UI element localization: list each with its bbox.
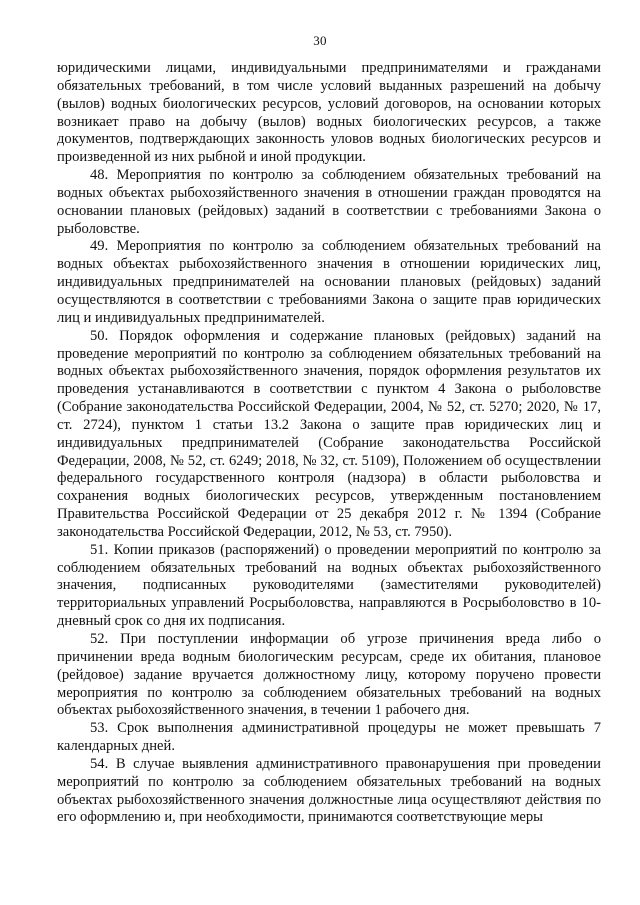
paragraph-51: 51. Копии приказов (распоряжений) о проведении мероприятий по контролю за соблюдением обязательных требований на водных объектах рыбохозяйственного значения, подписанных руководителями (заместителями руководителей) территориальных управлений Росрыболовства, направляются в Росрыболовство в 10-дневный срок со дня их подписания. [57, 541, 601, 630]
paragraph-48: 48. Мероприятия по контролю за соблюдением обязательных требований на водных объектах рыбохозяйственного значения в отношении граждан проводятся на основании плановых (рейдовых) заданий в соответствии с требованиями Закона о рыболовстве. [57, 167, 601, 237]
paragraph-continuation: юридическими лицами, индивидуальными предпринимателями и гражданами обязательных требований, в том числе условий выданных разрешений на добычу (вылов) водных биологических ресурсов, условий договоров, на основании которых возникает право на добычу (вылов) водных биологических ресурсов, а также документов, подтверждающих законность уловов водных биологических ресурсов и произведенной из них рыбной и иной продукции. [57, 60, 601, 166]
paragraph-54: 54. В случае выявления административного правонарушения при проведении мероприятий по контролю за соблюдением обязательных требований на водных объектах рыбохозяйственного значения должностные лица осуществляют действия по его оформлению и, при необходимости, принимаются соответствующие меры [57, 755, 601, 826]
paragraph-50: 50. Порядок оформления и содержание плановых (рейдовых) заданий на проведение мероприятий по контролю за соблюдением обязательных требований на водных объектах рыбохозяйственного значения, порядок оформления результатов их проведения устанавливаются в соответствии с пунктом 4 Закона о рыболовстве (Собрание законодательства Российской Федерации, 2004, № 52, ст. 5270; 2020, № 17, ст. 2724), пунктом 1 статьи 13.2 Закона о защите прав юридических лиц и индивидуальных предпринимателей (Собрание законодательства Российской Федерации, 2008, № 52, ст. 6249; 2018, № 32, ст. 5109), Положением об осуществлении федерального государственного контроля (надзора) в области рыболовства и сохранения водных биологических ресурсов, утвержденным постановлением Правительства Российской Федерации от 25 декабря 2012 г. № 1394 (Собрание законодательства Российской Федерации, 2012, № 53, ст. 7950). [57, 327, 601, 540]
paragraph-49: 49. Мероприятия по контролю за соблюдением обязательных требований на водных объектах рыбохозяйственного значения в отношении юридических лиц, индивидуальных предпринимателей на основании плановых (рейдовых) заданий осуществляются в соответствии с требованиями Закона о защите прав юридических лиц и индивидуальных предпринимателей. [57, 238, 601, 326]
paragraph-53: 53. Срок выполнения административной процедуры не может превышать 7 календарных дней. [57, 720, 601, 755]
page-number: 30 [313, 33, 327, 48]
document-body [57, 60, 601, 827]
paragraph-52: 52. При поступлении информации об угрозе причинения вреда либо о причинении вреда водным биологическим ресурсам, среде их обитания, плановое (рейдовое) задание вручается должностному лицу, которому поручено провести мероприятия по контролю за соблюдением обязательных требований на водных объектах рыбохозяйственного значения, в течении 1 рабочего дня. [57, 631, 601, 719]
